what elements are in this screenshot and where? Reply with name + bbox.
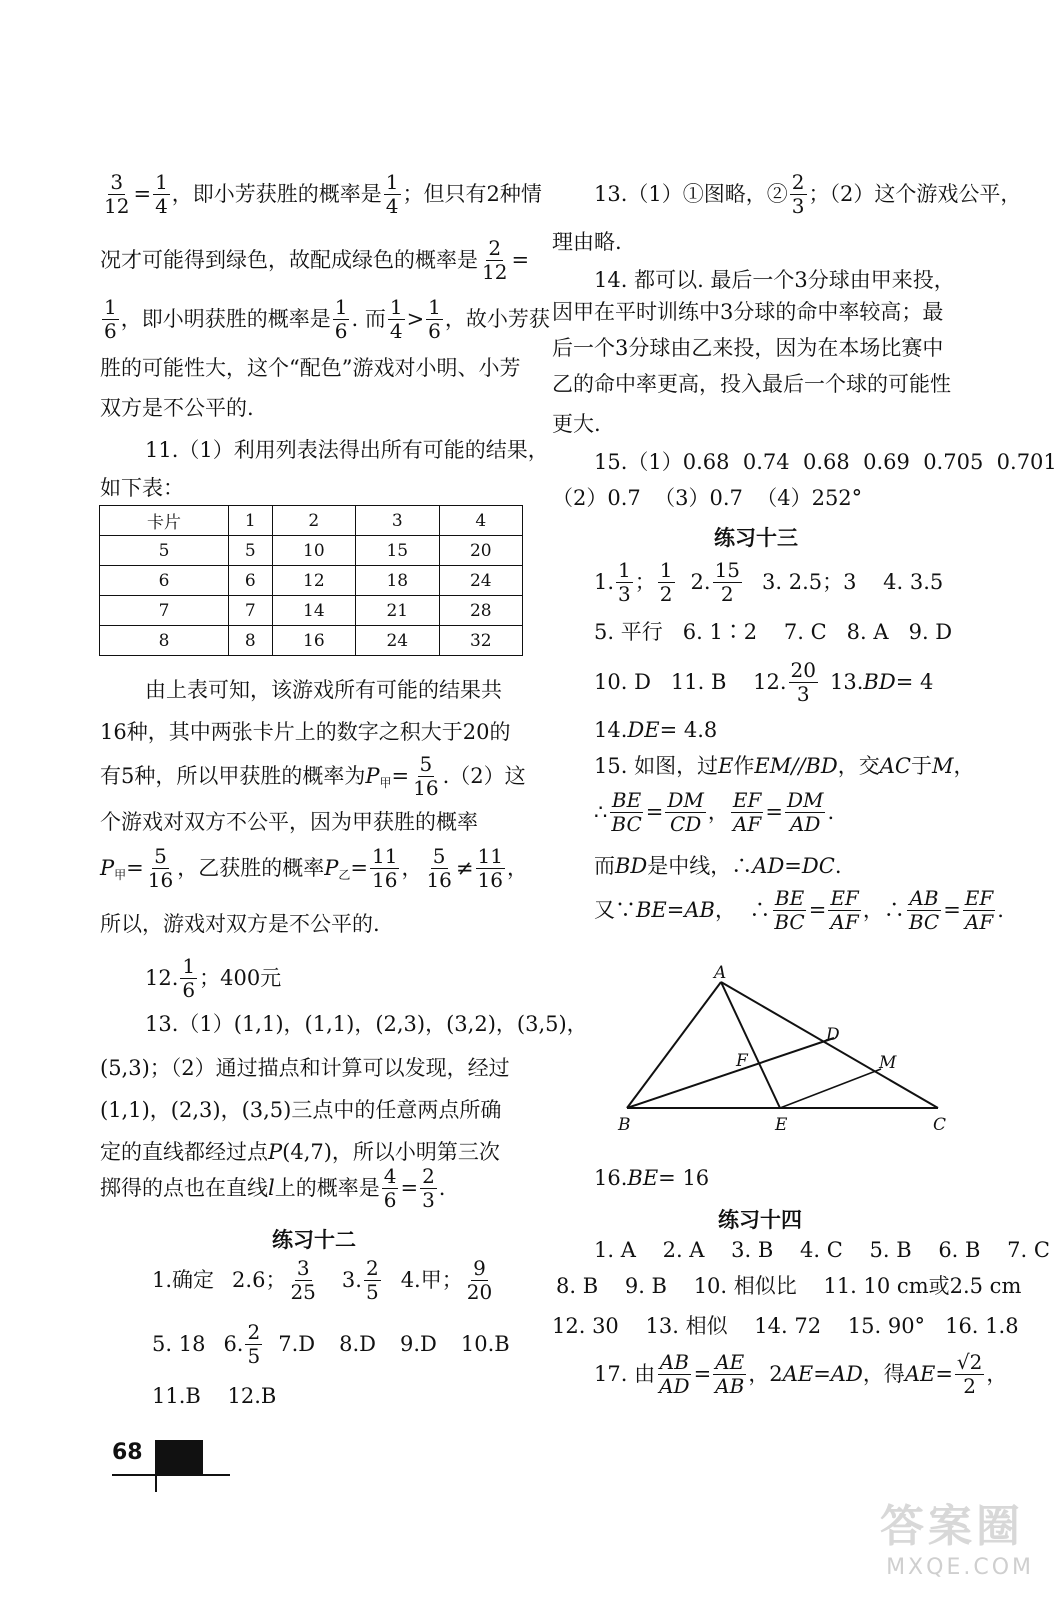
right-line-2: 理由略. — [552, 230, 622, 254]
fraction: $\frac{2}{12}$ — [482, 236, 508, 284]
right-line-9: （2）0.7 （3）0.7 （4）252° — [552, 486, 863, 510]
fraction: $\frac{2}{5}$ — [247, 1320, 261, 1368]
table-row — [100, 566, 523, 596]
left-line-3: $\frac{1}{6}$ ，即小明获胜的概率是 $\frac{1}{6}$ . 而 $\frac{1}{4}$ > $\frac{1}{6}$ ，故小芳获 — [104, 295, 550, 343]
exercise13-line-3: 10. D 11. B 12. $\frac{20}{3}$ 13. BD = 4 — [594, 658, 934, 706]
table-header-row — [100, 506, 523, 536]
fraction: $\frac{2}{3}$ — [791, 170, 805, 218]
label-b: B — [618, 1115, 631, 1135]
page-number: 68 — [112, 1440, 143, 1465]
watermark-logo: 答案圈 — [880, 1501, 1024, 1552]
fraction: $\frac{1}{4}$ — [389, 295, 403, 343]
fraction: $\frac{DM}{AD}$ — [786, 788, 824, 836]
results-table — [99, 505, 523, 656]
exercise13-line-1: 1. $\frac{1}{3}$ ； $\frac{1}{2}$ 2. $\frac{15}{2}$ 3. 2.5；3 4. 3.5 — [594, 558, 944, 606]
section-heading-12: 练习十二 — [272, 1228, 356, 1252]
fraction: $\frac{AB}{BC}$ — [908, 886, 940, 934]
right-line-7: 更大. — [552, 412, 601, 436]
table-cell: 卡片 — [100, 506, 229, 536]
segment-ab — [627, 982, 721, 1108]
table-cell: 5 — [100, 536, 229, 566]
right-line-4: 因甲在平时训练中3分球的命中率较高；最 — [552, 300, 944, 324]
fraction: $\frac{1}{3}$ — [618, 558, 631, 606]
fraction: $\frac{2}{3}$ — [422, 1164, 435, 1212]
left-line-19: 掷得的点也在直线 l 上的概率是 $\frac{4}{6}$ = $\frac{2}{3}$ . — [100, 1164, 446, 1212]
label-f: F — [736, 1051, 748, 1071]
left-line-18: 定的直线都经过点 P (4,7)，所以小明第三次 — [100, 1140, 500, 1164]
fraction: $\frac{3}{25}$ — [290, 1256, 316, 1304]
fraction: $\frac{5}{16}$ — [147, 844, 174, 892]
exercise13-line-7: 而 BD 是中线，∴ AD = DC . — [594, 854, 842, 878]
table-cell: 28 — [439, 596, 522, 626]
fraction: $\frac{20}{3}$ — [790, 658, 816, 706]
fraction: $\frac{1}{2}$ — [659, 558, 673, 606]
exercise13-line-4: 14. DE = 4.8 — [594, 718, 718, 742]
right-line-8: 15.（1）0.68 0.74 0.68 0.69 0.705 0.701 — [594, 450, 1057, 474]
left-line-2: 况才可能得到绿色，故配成绿色的概率是 $\frac{2}{12}$ = — [100, 236, 530, 284]
table-cell: 3 — [356, 506, 439, 536]
table-cell: 21 — [356, 596, 439, 626]
left-line-11: 个游戏对双方不公平，因为甲获胜的概率 — [100, 810, 478, 834]
exercise12-line-3: 11.B 12.B — [152, 1384, 277, 1408]
table-cell: 6 — [100, 566, 229, 596]
table-cell: 20 — [439, 536, 522, 566]
label-m: M — [879, 1053, 897, 1073]
right-line-6: 乙的命中率更高，投入最后一个球的可能性 — [552, 372, 951, 396]
fraction: $\frac{BE}{BC}$ — [611, 788, 642, 836]
footer-rule — [112, 1474, 230, 1476]
left-line-12: P 甲 = $\frac{5}{16}$ ，乙获胜的概率 P 乙 = $\frac{11}{16}$ ， $\frac{5}{16}$ ≠ $\frac{11}{16}$ ， — [100, 844, 528, 892]
section-heading-13: 练习十三 — [714, 526, 798, 550]
fraction: $\frac{DM}{CD}$ — [667, 788, 704, 836]
exercise13-line-6: ∴ $\frac{BE}{BC}$ = $\frac{DM}{CD}$ ， $\frac{EF}{AF}$ = $\frac{DM}{AD}$ . — [594, 788, 835, 836]
table-cell: 4 — [439, 506, 522, 536]
fraction: $\frac{1}{4}$ — [385, 170, 399, 218]
label-a: A — [714, 963, 727, 983]
exercise12-line-1: 1.确定 2.6； $\frac{3}{25}$ 3. $\frac{2}{5}$ 4.甲； $\frac{9}{20}$ — [152, 1256, 493, 1304]
exercise14-line-4: 17. 由 $\frac{AB}{AD}$ = $\frac{AE}{AB}$ ，2 AE = AD ，得 AE = $\frac{√2}{2}$ ， — [594, 1350, 1008, 1398]
table-cell: 10 — [272, 536, 355, 566]
left-line-5: 双方是不公平的. — [100, 396, 254, 420]
table-cell: 8 — [100, 626, 229, 656]
left-line-8: 由上表可知，该游戏所有可能的结果共 — [145, 678, 502, 702]
table-cell: 32 — [439, 626, 522, 656]
right-line-1: 13.（1）①图略，② $\frac{2}{3}$ ；（2）这个游戏公平， — [594, 170, 1022, 218]
left-line-1: $\frac{3}{12}$ = $\frac{1}{4}$ ，即小芳获胜的概率是 $\frac{1}{4}$ ；但只有2种情 — [104, 170, 542, 218]
left-line-6: 11.（1）利用列表法得出所有可能的结果， — [145, 438, 549, 462]
fraction: $\frac{1}{6}$ — [104, 295, 117, 343]
watermark-site: MXQE.COM — [886, 1555, 1034, 1580]
fraction: $\frac{√2}{2}$ — [956, 1350, 983, 1398]
left-line-16: (5,3)；（2）通过描点和计算可以发现，经过 — [100, 1056, 510, 1080]
exercise12-line-2: 5. 18 6. $\frac{2}{5}$ 7.D 8.D 9.D 10.B — [152, 1320, 510, 1368]
exercise13-line-5: 15. 如图，过 E 作 EM // BD ，交 AC 于 M ， — [594, 754, 975, 778]
fraction: $\frac{5}{16}$ — [426, 844, 452, 892]
triangle-figure — [600, 958, 960, 1138]
left-line-15: 13.（1）(1,1)，(1,1)，(2,3)，(3,2)，(3,5)， — [145, 1012, 588, 1036]
table-cell: 16 — [272, 626, 355, 656]
fraction: $\frac{1}{6}$ — [334, 295, 348, 343]
label-d: D — [826, 1025, 840, 1045]
fraction: $\frac{15}{2}$ — [714, 558, 741, 606]
fraction: $\frac{EF}{AF}$ — [732, 788, 762, 836]
fraction: $\frac{11}{16}$ — [371, 844, 398, 892]
table-cell: 12 — [272, 566, 355, 596]
left-line-17: (1,1)，(2,3)，(3,5)三点中的任意两点所确 — [100, 1098, 502, 1122]
fraction: $\frac{2}{5}$ — [365, 1256, 379, 1304]
exercise13-line-8: 又∵ BE = AB ， ∴ $\frac{BE}{BC}$ = $\frac{EF}{AF}$ ，∴ $\frac{AB}{BC}$ = $\frac{EF}{AF}$ . — [594, 886, 1004, 934]
footer-tick — [155, 1474, 157, 1492]
left-line-13: 所以，游戏对双方是不公平的. — [100, 912, 380, 936]
fraction: $\frac{4}{6}$ — [383, 1164, 397, 1212]
table-cell: 1 — [229, 506, 273, 536]
page-number-bar — [155, 1440, 203, 1474]
fraction: $\frac{1}{6}$ — [182, 954, 196, 1002]
segment-em — [780, 1069, 881, 1108]
fraction: $\frac{5}{16}$ — [413, 752, 439, 800]
right-line-5: 后一个3分球由乙来投，因为在本场比赛中 — [552, 336, 944, 360]
table-cell: 7 — [100, 596, 229, 626]
table-cell: 24 — [439, 566, 522, 596]
table-row — [100, 536, 523, 566]
fraction: $\frac{AE}{AB}$ — [715, 1350, 745, 1398]
segment-ae — [721, 982, 780, 1108]
table-cell: 2 — [272, 506, 355, 536]
fraction: $\frac{EF}{AF}$ — [830, 886, 859, 934]
fraction: $\frac{9}{20}$ — [466, 1256, 493, 1304]
left-line-4: 胜的可能性大，这个“配色”游戏对小明、小芳 — [100, 356, 521, 380]
left-line-9: 16种，其中两张卡片上的数字之积大于20的 — [100, 720, 511, 744]
table-row — [100, 596, 523, 626]
exercise14-line-3: 12. 30 13. 相似 14. 72 15. 90° 16. 1.8 — [552, 1314, 1019, 1338]
fraction: $\frac{1}{4}$ — [155, 170, 168, 218]
table-cell: 6 — [229, 566, 273, 596]
exercise13-line-9: 16. BE = 16 — [594, 1166, 710, 1190]
fraction: $\frac{EF}{AF}$ — [964, 886, 994, 934]
fraction: $\frac{BE}{BC}$ — [774, 886, 805, 934]
left-line-7: 如下表： — [100, 476, 184, 500]
table-cell: 18 — [356, 566, 439, 596]
fraction: $\frac{1}{6}$ — [428, 295, 441, 343]
exercise14-line-2: 8. B 9. B 10. 相似比 11. 10 cm或2.5 cm — [556, 1274, 1022, 1298]
right-line-3: 14. 都可以. 最后一个3分球由甲来投， — [594, 268, 955, 292]
left-line-10: 有5种，所以甲获胜的概率为 P 甲 = $\frac{5}{16}$ .（2）这 — [100, 752, 526, 800]
fraction: $\frac{11}{16}$ — [477, 844, 503, 892]
table-cell: 5 — [229, 536, 273, 566]
table-cell: 8 — [229, 626, 273, 656]
exercise13-line-2: 5. 平行 6. 1∶2 7. C 8. A 9. D — [594, 620, 953, 644]
label-c: C — [933, 1115, 947, 1135]
table-cell: 7 — [229, 596, 273, 626]
left-line-14: 12. $\frac{1}{6}$ ；400元 — [145, 954, 282, 1002]
table-cell: 14 — [272, 596, 355, 626]
label-e: E — [775, 1115, 788, 1135]
table-cell: 15 — [356, 536, 439, 566]
section-heading-14: 练习十四 — [718, 1208, 802, 1232]
table-cell: 24 — [356, 626, 439, 656]
fraction: $\frac{AB}{AD}$ — [659, 1350, 690, 1398]
table-row — [100, 626, 523, 656]
exercise14-line-1: 1. A 2. A 3. B 4. C 5. B 6. B 7. C — [594, 1238, 1050, 1262]
fraction: $\frac{3}{12}$ — [104, 170, 130, 218]
segment-bd — [627, 1038, 834, 1108]
